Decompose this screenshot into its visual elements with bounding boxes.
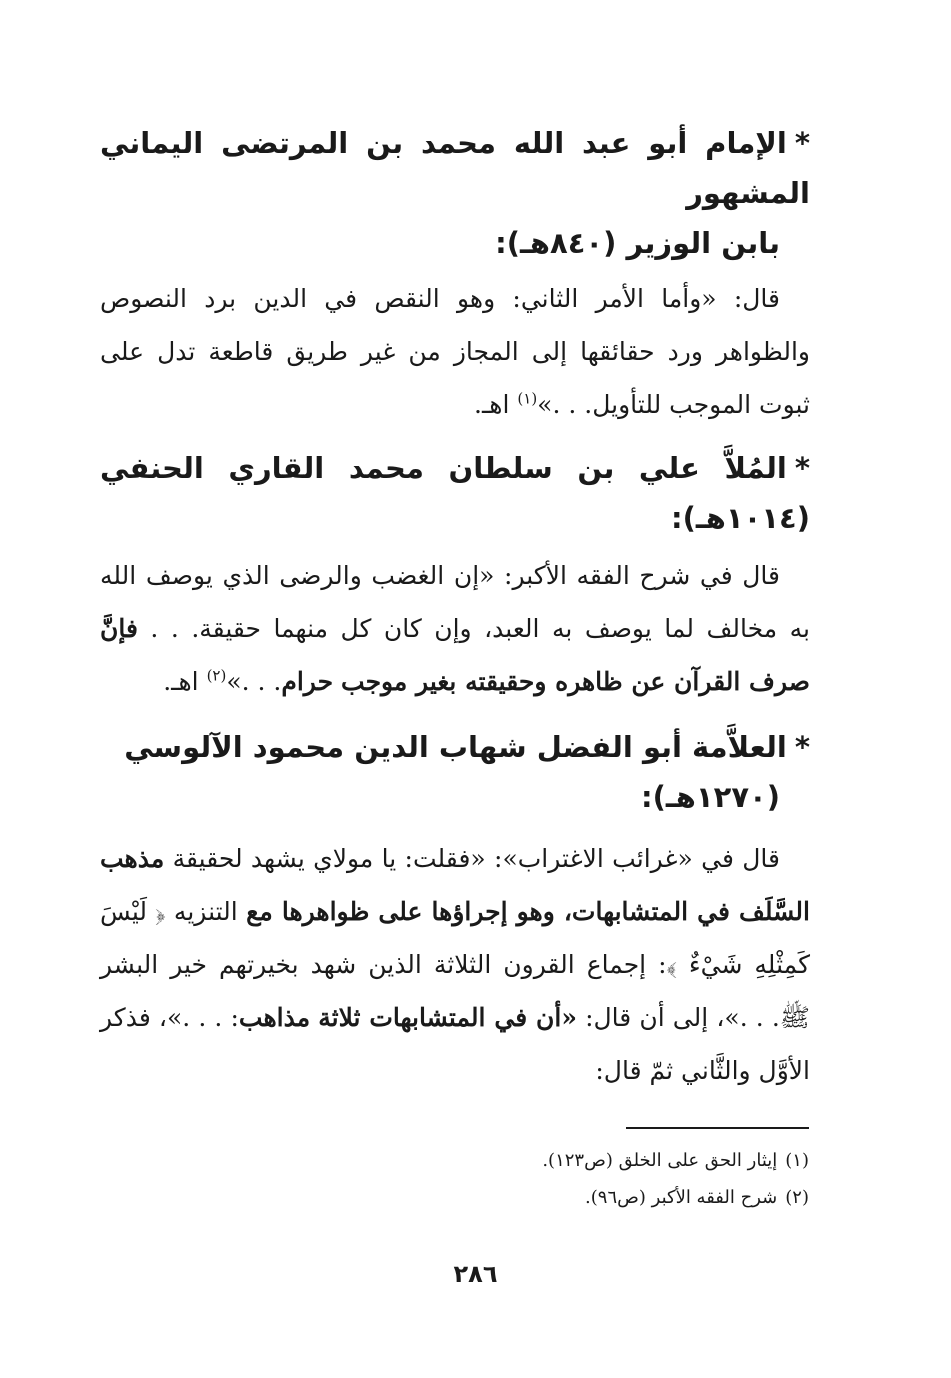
para-end: اهـ. [163, 667, 207, 696]
para-line-3-bold: فإنَّ صرف القرآن عن ظاهره وحقيقته بغير موجب [100, 614, 810, 696]
para-line-2: والظواهر ورد حقائقها إلى المجاز من غير طريق قاطعة تدل على [100, 337, 810, 366]
heading-line-2: بابن الوزير (٨٤٠هـ): [495, 226, 780, 260]
para-line-4-plain: بخيرتهم خير البشر ﷺ. . .»، إلى أن قال: [100, 950, 810, 1032]
footnote-number: (٢) [785, 1187, 809, 1208]
para-line-2-bold: مذهب السَّلَف في المتشابهات، وهو إجراؤها على ظواهرها مع [100, 844, 810, 926]
page-body [100, 118, 810, 1097]
para-line-5-plain: : . . .»، فذكر الأوَّل والثَّاني ثمّ قال: [100, 1003, 810, 1085]
quote-paragraph [100, 272, 810, 431]
footnotes [309, 1142, 809, 1216]
para-line-3: ثبوت الموجب للتأويل. . .» [537, 390, 810, 419]
quote-paragraph [100, 832, 810, 1097]
star-bullet: * [794, 451, 810, 485]
star-bullet: * [794, 126, 810, 160]
para-line-4-bold: «أن في المتشابهات ثلاثة [318, 1003, 577, 1032]
section-alusi [100, 722, 810, 1097]
heading-line-1: المُلاَّ علي بن سلطان محمد القاري الحنفي (١٠١٤هـ): [100, 451, 810, 535]
page-number: ٢٨٦ [453, 1260, 498, 1288]
section-heading [100, 443, 810, 543]
section-heading [100, 118, 810, 268]
footnote-divider [626, 1127, 809, 1129]
para-line-5-bold: مذاهب [238, 1003, 311, 1032]
footnote-ref-2[interactable]: (٢) [206, 666, 227, 685]
section-mulla-ali-qari [100, 443, 810, 708]
para-line-4-plain: . . .» [226, 667, 282, 696]
para-line-4-bold: حرام [281, 667, 334, 696]
section-ibn-al-wazir [100, 118, 810, 431]
footnote-ref-1[interactable]: (١) [517, 389, 538, 408]
quote-paragraph [100, 549, 810, 708]
para-end: اهـ. [474, 390, 518, 419]
heading-line-2: (١٢٧٠هـ): [641, 780, 780, 814]
para-line-3-plain: حقيقة. . . [137, 614, 261, 643]
para-line-3: التنزيه ﴿ لَيْسَ كَمِثْلِهِ شَيْءٌ ﴾: إجماع القرون الثلاثة الذين شهد [100, 897, 810, 979]
footnote-text: شرح الفقه الأكبر (ص٩٦). [585, 1187, 778, 1208]
footnote-text: إيثار الحق على الخلق (ص١٢٣). [542, 1150, 778, 1171]
para-line-1: قال في شرح الفقه الأكبر: «إن الغضب والرضى الذي [222, 561, 780, 590]
heading-line-1: العلاَّمة أبو الفضل شهاب الدين محمود الآلوسي [124, 730, 787, 764]
section-heading [100, 722, 810, 822]
footnote-number: (١) [785, 1150, 809, 1171]
para-line-2: يوصف الله به مخالف لما يوصف به العبد، وإن كان كل منهما [100, 561, 810, 643]
heading-line-1: الإمام أبو عبد الله محمد بن المرتضى اليماني المشهور [100, 126, 810, 210]
footnote-item [309, 1142, 809, 1179]
star-bullet: * [794, 730, 810, 764]
para-line-1: قال في «غرائب الاغتراب»: «فقلت: يا مولاي يشهد لحقيقة [172, 844, 780, 873]
para-line-1: قال: «وأما الأمر الثاني: وهو النقص في الدين برد النصوص [100, 284, 780, 313]
footnote-item [309, 1179, 809, 1216]
